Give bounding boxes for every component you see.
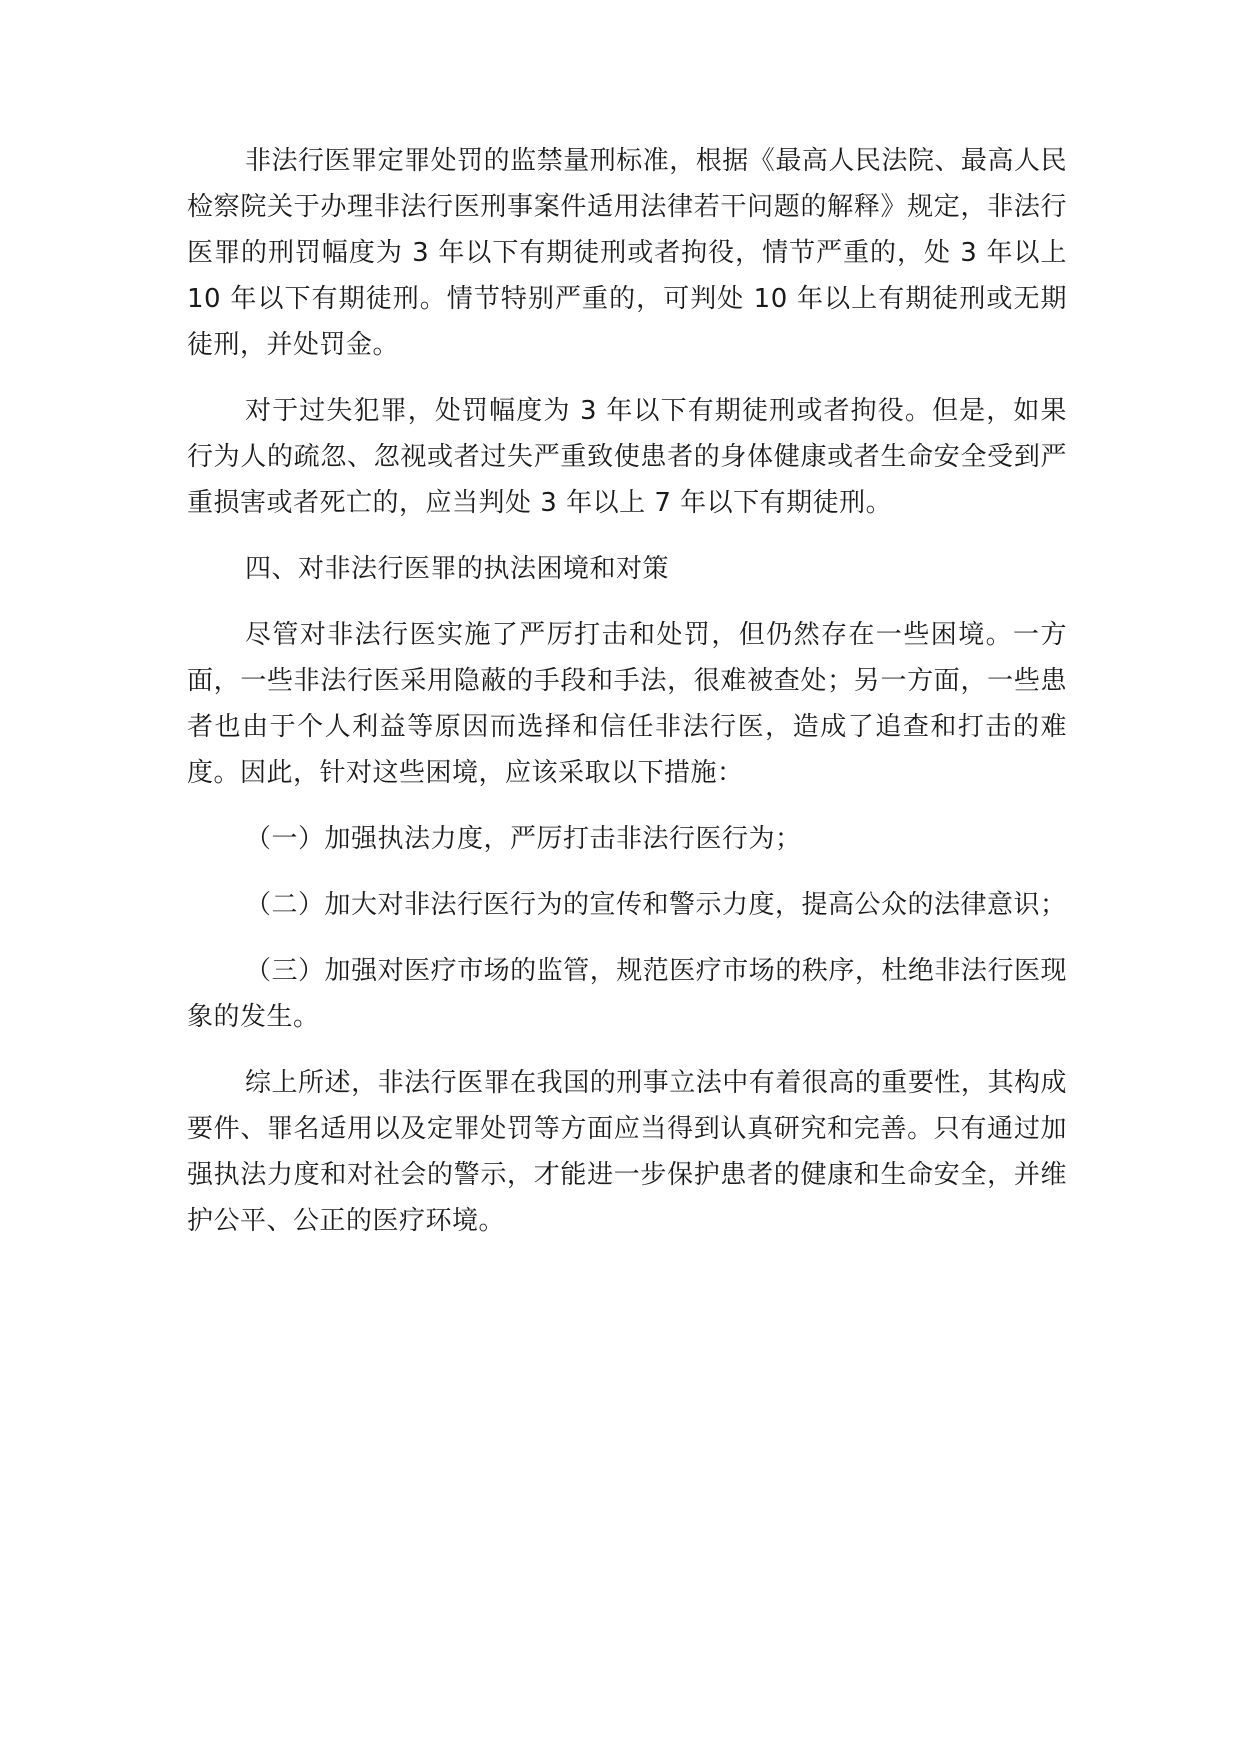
paragraph-negligent-crime: 对于过失犯罪，处罚幅度为 3 年以下有期徒刑或者拘役。但是，如果行为人的疏忽、忽视或者过失严重致使患者的身体健康或者生命安全受到严重损害或者死亡的，应当判处 3 年以上 7 年以下有期徒刑。: [187, 396, 1067, 518]
list-item-measure-2: （二）加大对非法行医行为的宣传和警示力度，提高公众的法律意识；: [245, 890, 1067, 920]
document-page: [187, 138, 1067, 1244]
section-heading-enforcement: 四、对非法行医罪的执法困境和对策: [245, 554, 670, 584]
paragraph-conclusion: 综上所述，非法行医罪在我国的刑事立法中有着很高的重要性，其构成要件、罪名适用以及定罪处罚等方面应当得到认真研究和完善。只有通过加强执法力度和对社会的警示，才能进一步保护患者的健康和生命安全，并维护公平、公正的医疗环境。: [187, 1068, 1067, 1236]
list-item-measure-3: （三）加强对医疗市场的监管，规范医疗市场的秩序，杜绝非法行医现象的发生。: [187, 956, 1067, 1032]
list-item-measure-1: （一）加强执法力度，严厉打击非法行医行为；: [245, 824, 802, 854]
paragraph-sentencing-standard: 非法行医罪定罪处罚的监禁量刑标准，根据《最高人民法院、最高人民检察院关于办理非法行医刑事案件适用法律若干问题的解释》规定，非法行医罪的刑罚幅度为 3 年以下有期徒刑或者拘役，情节严重的，处 3 年以上 10 年以下有期徒刑。情节特别严重的，可判处 10 年以上有期徒刑或无期徒刑，并处罚金。: [187, 146, 1067, 360]
paragraph-enforcement-difficulties: 尽管对非法行医实施了严厉打击和处罚，但仍然存在一些困境。一方面，一些非法行医采用隐蔽的手段和手法，很难被查处；另一方面，一些患者也由于个人利益等原因而选择和信任非法行医，造成了追查和打击的难度。因此，针对这些困境，应该采取以下措施：: [187, 620, 1067, 788]
